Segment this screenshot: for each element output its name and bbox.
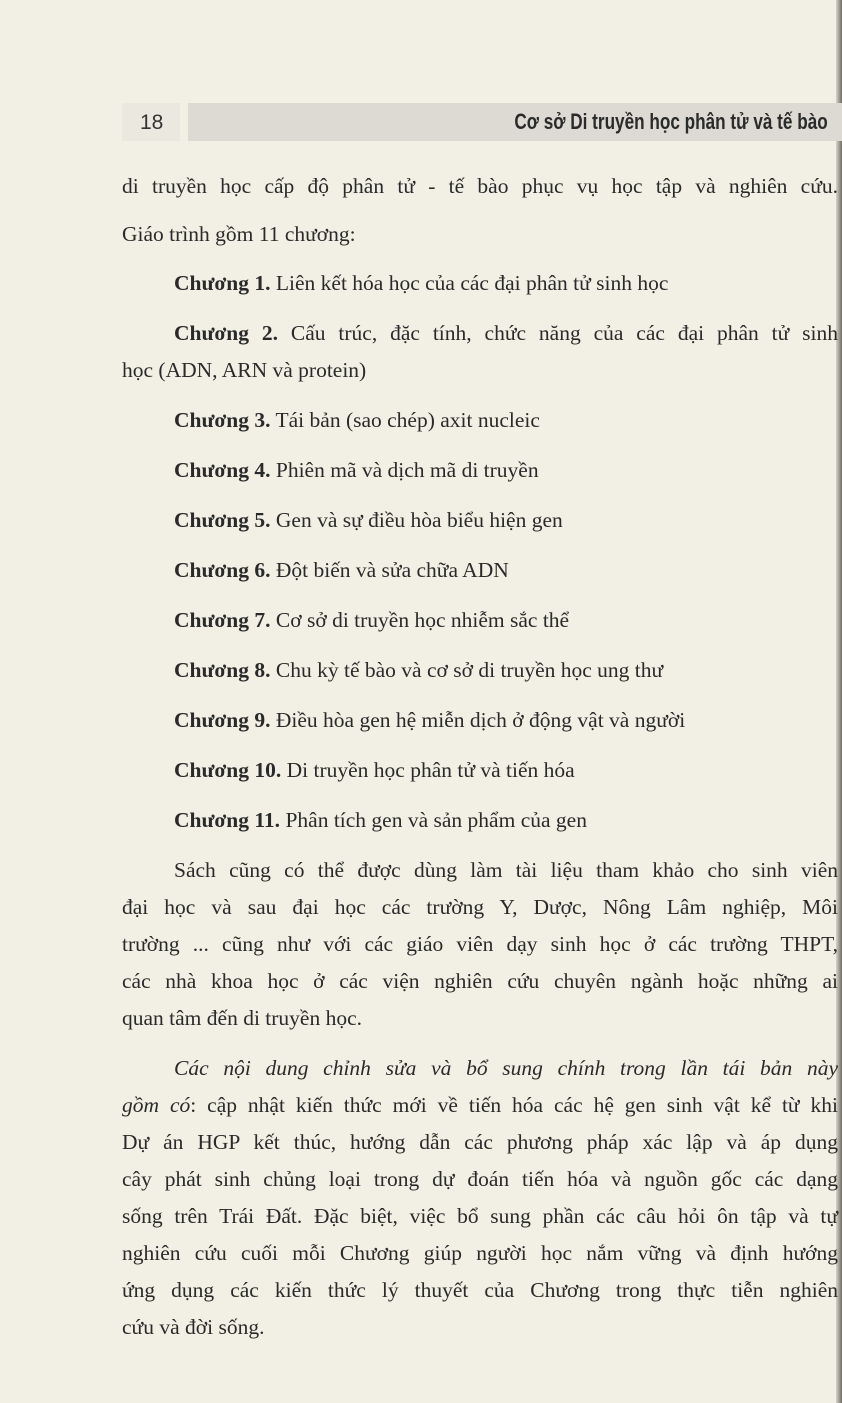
text-line: [122, 315, 838, 352]
chapter-title: Gen và sự điều hòa biểu hiện gen: [275, 508, 563, 532]
text-line: ứng dụng các kiến thức lý thuyết của Chương trong thực tiễn nghiên: [122, 1278, 838, 1302]
chapter-title: Cơ sở di truyền học nhiễm sắc thể: [275, 608, 570, 632]
chapter-title: Liên kết hóa học của các đại phân tử sinh học: [275, 271, 669, 295]
reference-paragraph: [122, 852, 838, 1037]
text-line: Sách cũng có thể được dùng làm tài liệu tham khảo cho sinh viên: [174, 858, 838, 882]
page-number: 18: [140, 111, 164, 134]
chapter-label: Chương 6.: [174, 558, 271, 582]
revision-paragraph: [122, 1050, 838, 1346]
chapter-item: [122, 802, 838, 852]
text-line: nghiên cứu cuối mỗi Chương giúp người học nắm vững và định hướng: [122, 1241, 838, 1265]
chapter-label: Chương 9.: [174, 708, 271, 732]
chapter-label: Chương 5.: [174, 508, 271, 532]
chapter-title: Phân tích gen và sản phẩm của gen: [285, 808, 587, 832]
chapter-title-cont: học (ADN, ARN và protein): [122, 358, 367, 382]
running-title: Cơ sở Di truyền học phân tử và tế bào: [514, 109, 828, 134]
chapter-title: Di truyền học phân tử và tiến hóa: [286, 758, 575, 782]
italic-text: gồm có: [122, 1093, 191, 1117]
chapter-item: [122, 452, 838, 502]
text-line: trường ... cũng như với các giáo viên dạy sinh học ở các trường THPT,: [122, 932, 838, 956]
text-line: Giáo trình gồm 11 chương:: [122, 222, 356, 246]
chapter-label: Chương 7.: [174, 608, 271, 632]
chapter-list: [122, 265, 838, 852]
chapter-label: Chương 1.: [174, 271, 271, 295]
text-line: sống trên Trái Đất. Đặc biệt, việc bổ sung phần các câu hỏi ôn tập và tự: [122, 1204, 838, 1228]
chapter-title: Phiên mã và dịch mã di truyền: [275, 458, 539, 482]
chapter-title: Chu kỳ tế bào và cơ sở di truyền học ung thư: [275, 658, 664, 682]
chapter-title: Đột biến và sửa chữa ADN: [275, 558, 509, 582]
text-line: Các nội dung chỉnh sửa và bổ sung chính trong lần tái bản này: [174, 1056, 838, 1080]
intro-paragraph: [122, 162, 838, 258]
page-body: [122, 162, 838, 1346]
text-line: di truyền học cấp độ phân tử - tế bào phục vụ học tập và nghiên cứu.: [122, 174, 838, 198]
text-line: Dự án HGP kết thúc, hướng dẫn các phương pháp xác lập và áp dụng: [122, 1130, 838, 1154]
chapter-label: Chương 2.: [174, 321, 279, 345]
text-line: [122, 1087, 838, 1124]
chapter-title: Cấu trúc, đặc tính, chức năng của các đại phân tử sinh: [290, 321, 838, 345]
chapter-item: [122, 315, 838, 402]
chapter-title: Tái bản (sao chép) axit nucleic: [275, 408, 540, 432]
chapter-label: Chương 4.: [174, 458, 271, 482]
text-line: các nhà khoa học ở các viện nghiên cứu chuyên ngành hoặc những ai: [122, 969, 838, 993]
chapter-title: Điều hòa gen hệ miễn dịch ở động vật và người: [275, 708, 686, 732]
text-line: quan tâm đến di truyền học.: [122, 1006, 363, 1030]
chapter-item: [122, 265, 838, 315]
chapter-item: [122, 752, 838, 802]
chapter-item: [122, 652, 838, 702]
chapter-label: Chương 11.: [174, 808, 281, 832]
chapter-label: Chương 8.: [174, 658, 271, 682]
chapter-item: [122, 702, 838, 752]
chapter-item: [122, 602, 838, 652]
chapter-item: [122, 552, 838, 602]
text-line: cây phát sinh chủng loại trong dự đoán tiến hóa và nguồn gốc các dạng: [122, 1167, 838, 1191]
text-line: đại học và sau đại học các trường Y, Dược, Nông Lâm nghiệp, Môi: [122, 895, 838, 919]
chapter-item: [122, 502, 838, 552]
text: : cập nhật kiến thức mới về tiến hóa các hệ gen sinh vật kể từ khi: [190, 1093, 838, 1117]
chapter-label: Chương 3.: [174, 408, 271, 432]
chapter-label: Chương 10.: [174, 758, 282, 782]
text-line: cứu và đời sống.: [122, 1315, 265, 1339]
chapter-item: [122, 402, 838, 452]
